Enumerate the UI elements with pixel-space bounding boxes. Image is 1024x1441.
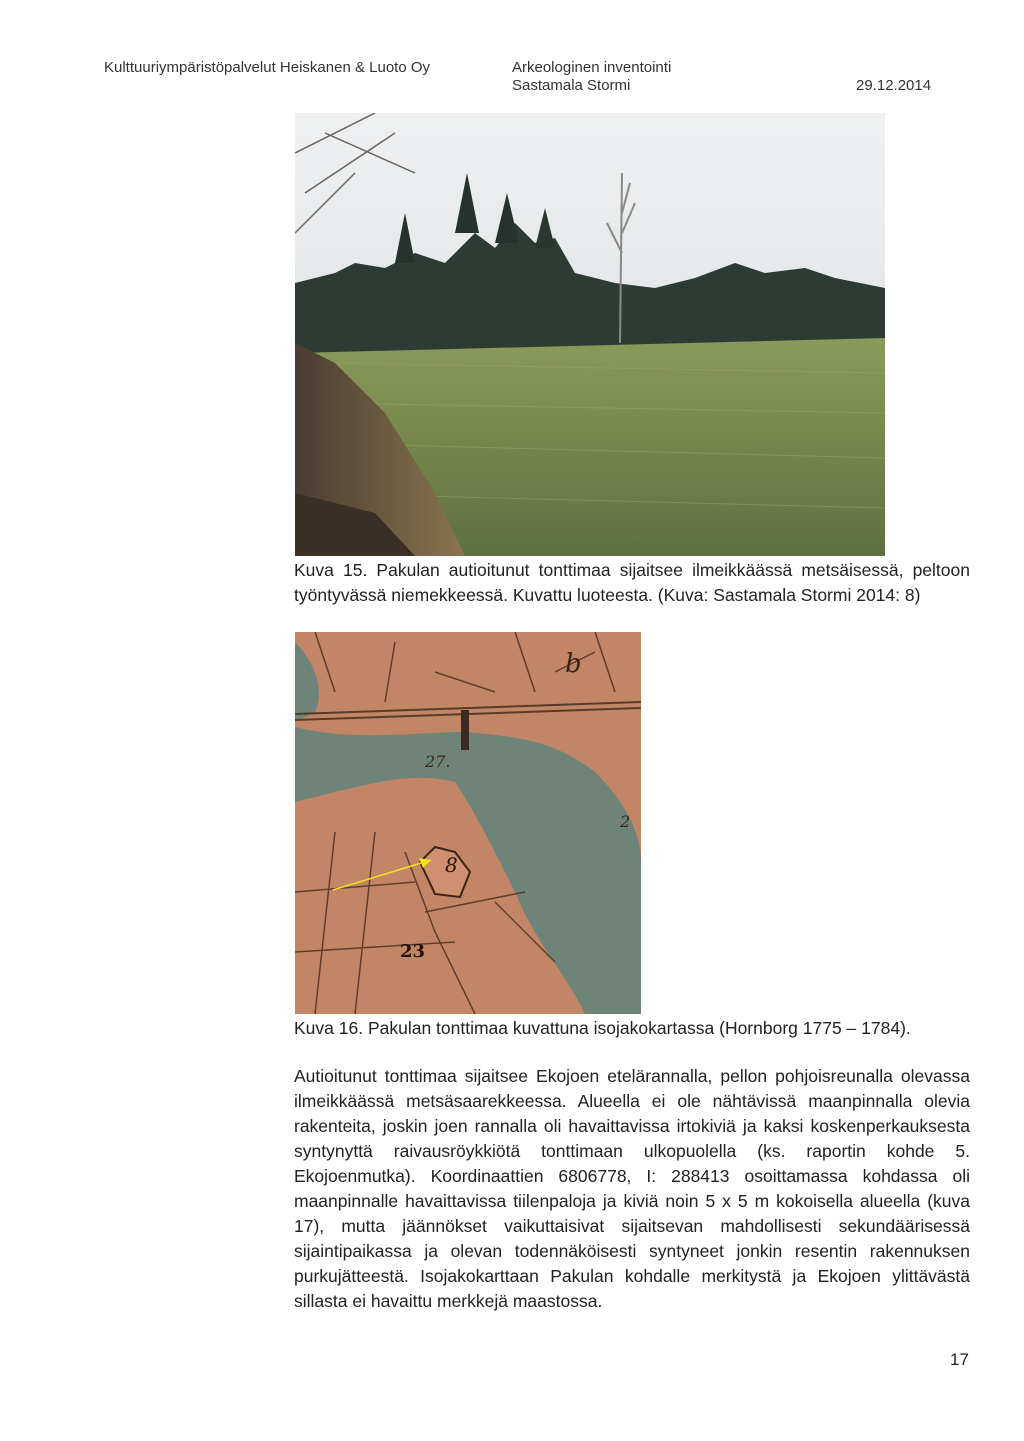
field-photo <box>295 113 885 556</box>
historical-map-image <box>295 632 641 1014</box>
page-number: 17 <box>950 1350 969 1369</box>
map-label-27: 27. <box>425 752 451 771</box>
map-caption: Kuva 16. Pakulan tonttimaa kuvattuna isojakokartassa (Hornborg 1775 – 1784). <box>294 1018 911 1038</box>
map-label-2: 2 <box>620 812 631 831</box>
field-photo-image <box>295 113 885 556</box>
map-label-b: b <box>565 649 582 679</box>
header-report-info <box>512 59 671 95</box>
photo-caption: Kuva 15. Pakulan autioitunut tonttimaa sijaitsee ilmeikkäässä metsäisessä, peltoon työntyvässä niemekkeessä. Kuvattu luoteesta. (Kuva: Sastamala Stormi 2014: 8) <box>294 560 970 605</box>
header-report-title: Arkeologinen inventointi <box>512 59 672 76</box>
map-label-8: 8 <box>445 853 458 877</box>
body-paragraph: Autioitunut tonttimaa sijaitsee Ekojoen etelärannalla, pellon pohjoisreunalla olevassa ilmeikkäässä metsäsaarekkeessa. Alueella ei ole nähtävissä maanpinnalla olevia rakenteita, joskin joen rannalla oli havaittavissa irtokiviä ja kaksi koskenperkauksesta syntynyttä raivausröykkiötä tonttimaan ulkopuolella (ks. raportin kohde 5. Ekojoenmutka). Koordinaattien 6806778, I: 288413 osoittamassa kohdassa oli maanpinnalle havaittavissa tiilenpaloja ja kiviä noin 5 x 5 m kokoisella alueella (kuva 17), mutta jäännökset vaikuttaisivat sijaitsevan mahdollisesti sekundäärisessä sijaintipaikassa ja olevan todennäköisesti syntyneet jonkin resentin rakennuksen purkujätteestä. Isojakokarttaan Pakulan kohdalle merkitystä ja Ekojoen ylittävästä sillasta ei havaittu merkkejä maastossa. <box>294 1066 970 1311</box>
header-company: Kulttuuriympäristöpalvelut Heiskanen & Luoto Oy <box>104 59 431 76</box>
header-project: Sastamala Stormi <box>512 77 631 94</box>
historical-map <box>295 632 641 1014</box>
map-label-23: 23 <box>400 941 426 962</box>
header-date: 29.12.2014 <box>856 77 932 94</box>
